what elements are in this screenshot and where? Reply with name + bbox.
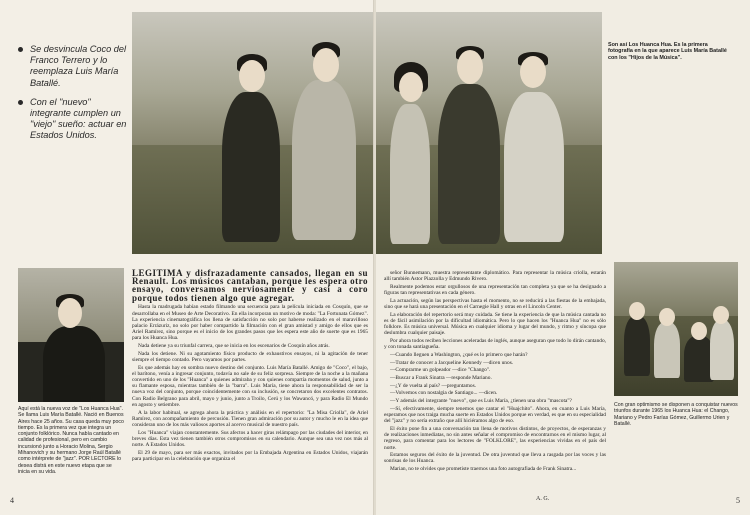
article-paragraph: —Buscar a Frank Sinatra —responde Mariano. — [390, 375, 492, 382]
intro-bullets — [18, 44, 128, 150]
article-paragraph: —Tratar de conocer a Jacqueline Kennedy —dicen unos. — [390, 359, 514, 366]
article-paragraph: señor Bunnemann, muestra representante diplomático. Para representar la música criolla, estarán allí también Astor Piazzolla y Edmundo Rivero. — [384, 270, 606, 283]
right-page — [376, 0, 750, 515]
article-paragraph: —Comprarme un golpeador —dice "Chango". — [390, 367, 491, 374]
bullet-dot-icon — [18, 100, 23, 105]
author-signature: A. G. — [536, 496, 550, 502]
portrait-caption: Aquí está la nueva voz de "Los Huanca Hua". Se llama Luis María Batallé. Nació en Buenos Aires hace 25 años. Su casa queda muy poco tiempo. Es la primera vez que integra un conjunto folklórico. Nunca había cantado en calidad de profesional, pero en cambio incursionó junto a Horacio Molina, Sergio Mihanovich y su hermano Jorge Raúl Batallé como intérprete de "jazz". POR LECTORE lo desea distrá en este nuevo etapa que se inicia en su vida. — [18, 406, 124, 475]
bullet-item — [18, 44, 128, 89]
bullet-item — [18, 97, 128, 142]
group-photo-right — [376, 12, 602, 254]
article-paragraph: Los "Huanca" viajan constantemente. Sus afectos a hacer giras relámpago por las ciudades del interior, en breves días. Esta vez tienen también otros compromisos en su calendario. Aunque sea una vez nos más al norte. A Estados Unidos. — [132, 429, 368, 449]
article-paragraph: El éxito pone fin a una conversación tan llena de motivos distintos, de proyectos, de esperanzas y de realizaciones inmediatas, no sin antes señalar el compromiso de encontrarnos en el mismo lugar, al regreso, para comentar para los lectores de "FOLKLORE", las experiencias vividas en el país del norte. — [384, 425, 606, 451]
bullet-text: Con el "nuevo" integrante cumplen un "viejo" sueño: actuar en Estados Unidos. — [30, 96, 127, 141]
article-paragraph — [132, 270, 368, 303]
article-paragraph: Por ahora todos reciben lecciones aceleradas de inglés, aunque aseguran que todo lo dirán cantando, y con tonada santiagueña. — [384, 338, 606, 351]
article-paragraph: Nada detiene ya su triunfal carrera, que se inicia en los escenarios de Cosquín años atrás. — [138, 343, 330, 350]
article-paragraph: —¿Y de vuelta al país? —preguntamos. — [390, 382, 477, 389]
article-paragraph: Es que además hay en sombra nuevo destino del conjunto. Luis María Batallé. Amigo de "Coco", el bajo, el barítono, venía a ingresar conjunto, todavía no sale de su feliz sorpresa. Siempre de la noche a la mañana convertido en uno de los "Huanca" a quienes admiraba y con quienes compartía momentos de salud, junto a su flamante esposa, mientras también de la "barra". Luis María, tiene ahora la responsabilidad de ser la nueva voz del conjunto, porque coincidentemente con su inclusión, se concretaron dos excelentes contratos. Con Radio Belgrano para abril, mayo y junio, junto a Troilo, Cerú y los Wawancó, y para Radio El Mundo en agosto y setiembre. — [132, 364, 368, 408]
article-paragraph: —Cuando lleguen a Washington, ¿qué es lo primero que harán? — [390, 351, 528, 358]
small-photo-caption: Con gran optimismo se disponen a conquistar nuevos triunfos durante 1965 los Huanca Hua: el Chango, Mariano y Pedro Farías Gómez, Guillermo Urien y Batallé. — [614, 402, 738, 427]
article-paragraph: Nada los detiene. Ni su agotamiento físico producto de exhaustivos ensayos, ni la agitación de tener siempre el tiempo contado. Pero vayamos por partes. — [132, 350, 368, 363]
article-paragraph: A la labor habitual, se agrega ahora la práctica y análisis en el repertorio: "La Misa Criolla", de Ariel Ramírez, con acompañamiento de percusión. Tienen gran admiración por su autor y mucho le en la idea que consideran uno de los más valiosos aportes al acervo musical de nuestro país. — [132, 409, 368, 428]
article-paragraph: Estamos seguros del éxito de la juventud. De otra juventud que lleva a rasgada por las voces y las sonrisas de los Huanca. — [384, 452, 606, 465]
article-lead: LEGITIMA y disfrazadamente cansados, llegan en su Renault. Los músicos cantaban, porque les espera otro ensayo, conversamos nerviosamente y casi a coro porque todos tienen algo que agregar. — [132, 268, 368, 303]
batalle-portrait-photo — [18, 268, 124, 402]
article-paragraph: Realmente podemos estar orgullosos de una representación tan completa ya que se ha designado a figuras tan representativas en cada género. — [384, 283, 606, 297]
group-photo-small — [614, 262, 738, 396]
article-paragraph: —Volvemos con nostalgia de Santiago... —dicen. — [390, 390, 498, 397]
article-paragraph: La elaboración del repertorio será muy cuidada. Se tiene la experiencia de que la música cantada no es de fácil asimilación por la dificultad idiomática. Pero lo que hacen los "Huanca Hua" no es sólo folklore. Es música universal. Música en cualquier idioma y lugar del mundo, y ritmo y síncopa que deslumbra cualquier paisaje. — [384, 311, 606, 337]
article-paragraph: Marian, no te olvides que prometiste traernos una foto autografiada de Frank Sinatra... — [390, 466, 577, 473]
page-number: 4 — [10, 496, 14, 505]
group-photo-left — [132, 12, 374, 254]
bullet-text: Se desvincula Coco del Franco Terrero y lo reemplaza Luis María Batallé. — [30, 44, 127, 88]
left-page — [0, 0, 374, 515]
article-paragraph: El 29 de mayo, para ser más exactos, invitados por la Embajada Argentina en Estados Unidos, viajarán para participar en la celebración que organiza el — [132, 449, 368, 462]
article-paragraph: Hasta la madrugada habían estado filmando una secuencia para la película iniciada en Cosquín, que se desarrollaba en el Museo de Arte Decorativo. En ella incorporan un motivo de moda: "La Fortunata Gómez". La experiencia cinematográfica los llena de satisfacción no solo por haberse realizado en el maravilloso palacio Errázuriz, no solo por haber compartido la filmación con el gran amistad y amigo de ellos que es Ariel Ramírez, sino porque es el inicio de los grandes pasos que les espera este año de suerte que es 1965 para los Huanca Hua. — [132, 304, 368, 342]
article-column-right — [384, 270, 606, 474]
bullet-dot-icon — [18, 47, 23, 52]
top-photo-caption: Son así Los Huanca Hua. Es la primera fotografía en la que aparece Luis María Batallé con los "Hijos de la Música". — [608, 42, 727, 61]
article-paragraph: —Y además del integrante "nuevo", que es Luis María, ¿tienen una obra "mascota"? — [390, 398, 572, 405]
page-number: 5 — [736, 496, 740, 505]
article-paragraph: —Sí, efectivamente, siempre tenemos que cantar el "Huajchito". Ahora, en cuanto a Luis María, esperamos que nos traiga mucha suerte en Estados Unidos porque en verdad, es que en su especialidad del "jazz" y no sería extraño que allí hiciéramos algo de eso. — [384, 405, 606, 425]
article-column-left — [132, 270, 368, 464]
article-paragraph: La actuación, según las perspectivas hasta el momento, no se reducirá a las fiestas de la embajada, sino que se hará una presentación en el Carnegie Hall y otras en el Lincoln Center. — [384, 297, 606, 311]
